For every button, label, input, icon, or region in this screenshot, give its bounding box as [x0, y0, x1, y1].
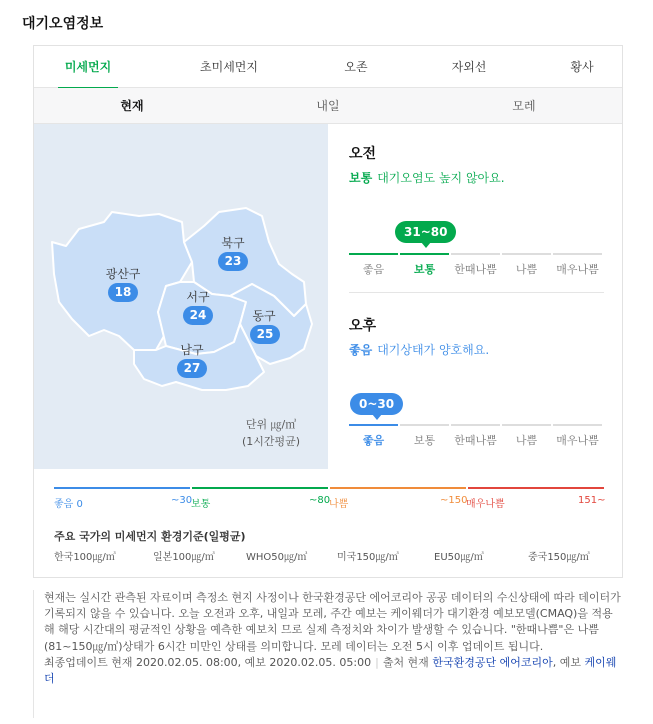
source-link-airkorea[interactable]: 한국환경공단 에어코리아 — [432, 655, 553, 669]
afternoon-scale-label: 나쁨 — [515, 434, 538, 447]
day-subtabs — [34, 88, 622, 124]
standard-item: WHO50㎍/㎥ — [246, 552, 308, 563]
separator: | — [375, 655, 379, 669]
morning-scale-label: 보통 — [413, 263, 436, 276]
morning-description: 대기오염도 높지 않아요. — [377, 171, 505, 185]
district-value-dong[interactable]: 25 — [250, 325, 280, 344]
morning-scale — [349, 253, 604, 283]
standard-item: 한국100㎍/㎥ — [54, 552, 116, 563]
notes-section — [33, 590, 623, 718]
morning-scale-seg-good — [349, 253, 398, 255]
morning-status — [349, 169, 505, 186]
legend-bar-bad — [330, 487, 466, 489]
afternoon-status — [349, 341, 489, 358]
afternoon-scale-label: 보통 — [413, 434, 436, 447]
morning-scale-seg-sometimes-bad — [451, 253, 500, 255]
morning-range-bubble: 31~80 — [395, 221, 456, 243]
standard-item: 중국150㎍/㎥ — [528, 552, 590, 563]
morning-scale-label: 매우나쁨 — [556, 263, 599, 276]
legend-bad-end: ~150 — [440, 495, 468, 506]
afternoon-scale — [349, 424, 604, 454]
district-name-nam: 남구 — [180, 343, 204, 357]
tab-ozone[interactable]: 오존 — [344, 60, 368, 74]
notes-paragraph: 현재는 실시간 관측된 자료이며 측정소 현지 사정이나 한국환경공단 에어코리아 공공 데이터의 수신상태에 따라 데이터가 기록되지 않을 수 있습니다. 오늘 오전과 오후, 내일과 모레, 주간 예보는 케이웨더가 대기환경 예보모델(CMAQ)을 적용해 해당 시간대의 평균적인 상황을 예측한 예보치 므로 실제 측정치와 차이가 발생할 수 있습니다. "한때나쁨"은 나쁨(81~150㎍/㎥)상태가 6시간 미만인 상태를 의미합니다. 모레 데이터는 오전 5시 이후 업데이트 됩니다. — [44, 591, 621, 653]
pollutant-tabs — [34, 46, 622, 88]
legend-bad-start: 나쁨 — [329, 499, 349, 510]
morning-scale-label: 나쁨 — [515, 263, 538, 276]
morning-scale-seg-normal — [400, 253, 449, 255]
morning-label: 오전 — [349, 146, 377, 162]
district-name-seo: 서구 — [186, 290, 210, 304]
district-name-gwangsan: 광산구 — [105, 267, 141, 281]
forecast-divider — [349, 292, 604, 293]
afternoon-scale-seg-sometimes-bad — [451, 424, 500, 426]
page-title: 대기오염정보 — [22, 16, 104, 32]
unit-averaging: (1시간평균) — [242, 435, 301, 448]
afternoon-scale-seg-good — [349, 424, 398, 426]
tab-uv[interactable]: 자외선 — [451, 60, 487, 74]
legend-good-start: 좋음 0 — [54, 499, 83, 510]
update-time: 최종업데이트 현재 2020.02.05. 08:00, 예보 2020.02.05. 05:00 — [44, 655, 372, 669]
legend-bar-normal — [192, 487, 328, 489]
forecast-area — [328, 124, 622, 469]
afternoon-scale-seg-bad — [502, 424, 551, 426]
district-value-gwangsan[interactable]: 18 — [108, 283, 138, 302]
afternoon-label: 오후 — [349, 318, 377, 334]
afternoon-range-bubble: 0~30 — [350, 393, 403, 415]
afternoon-scale-label: 좋음 — [362, 434, 385, 447]
source-prefix: 출처 현재 — [382, 655, 429, 669]
district-value-buk[interactable]: 23 — [218, 252, 248, 271]
air-pollution-panel — [33, 45, 623, 578]
legend-bar-good — [54, 487, 190, 489]
unit-info — [242, 416, 300, 450]
afternoon-scale-label: 한때나쁨 — [454, 434, 497, 447]
subtab-day-after[interactable]: 모레 — [512, 99, 536, 113]
district-value-nam[interactable]: 27 — [177, 359, 207, 378]
source-mid: , 예보 — [552, 655, 581, 669]
morning-scale-label: 한때나쁨 — [454, 263, 497, 276]
morning-scale-seg-bad — [502, 253, 551, 255]
district-map — [34, 124, 328, 469]
district-name-buk: 북구 — [221, 236, 245, 250]
district-value-seo[interactable]: 24 — [183, 306, 213, 325]
tab-ultrafine-dust[interactable]: 초미세먼지 — [200, 60, 258, 74]
tab-yellow-dust[interactable]: 황사 — [570, 60, 594, 74]
unit-label: 단위 ㎍/㎥ — [245, 418, 297, 431]
source-link-kweather[interactable]: 케이웨더 — [44, 655, 617, 686]
standard-item: EU50㎍/㎥ — [434, 552, 484, 563]
update-info — [44, 655, 623, 687]
morning-grade: 보통 — [349, 171, 373, 185]
standard-item: 미국150㎍/㎥ — [337, 552, 399, 563]
afternoon-grade: 좋음 — [349, 343, 373, 357]
subtab-now[interactable]: 현재 — [120, 99, 144, 113]
morning-scale-label: 좋음 — [362, 263, 385, 276]
morning-scale-seg-very-bad — [553, 253, 602, 255]
afternoon-scale-seg-normal — [400, 424, 449, 426]
legend-bar-very-bad — [468, 487, 604, 489]
afternoon-description: 대기상태가 양호해요. — [377, 343, 490, 357]
afternoon-scale-label: 매우나쁨 — [556, 434, 599, 447]
legend-normal-end: ~80 — [309, 495, 331, 506]
afternoon-scale-seg-very-bad — [553, 424, 602, 426]
grade-legend — [54, 487, 604, 517]
legend-very-bad-start: 매우나쁨 — [466, 499, 505, 510]
standards-title: 주요 국가의 미세먼지 환경기준(일평균) — [54, 530, 246, 543]
legend-very-bad-end: 151~ — [578, 495, 606, 506]
standard-item: 일본100㎍/㎥ — [153, 552, 215, 563]
legend-normal-start: 보통 — [191, 499, 211, 510]
district-name-dong: 동구 — [252, 309, 276, 323]
legend-good-end: ~30 — [171, 495, 193, 506]
subtab-tomorrow[interactable]: 내일 — [316, 99, 340, 113]
tab-fine-dust[interactable]: 미세먼지 — [58, 46, 118, 88]
